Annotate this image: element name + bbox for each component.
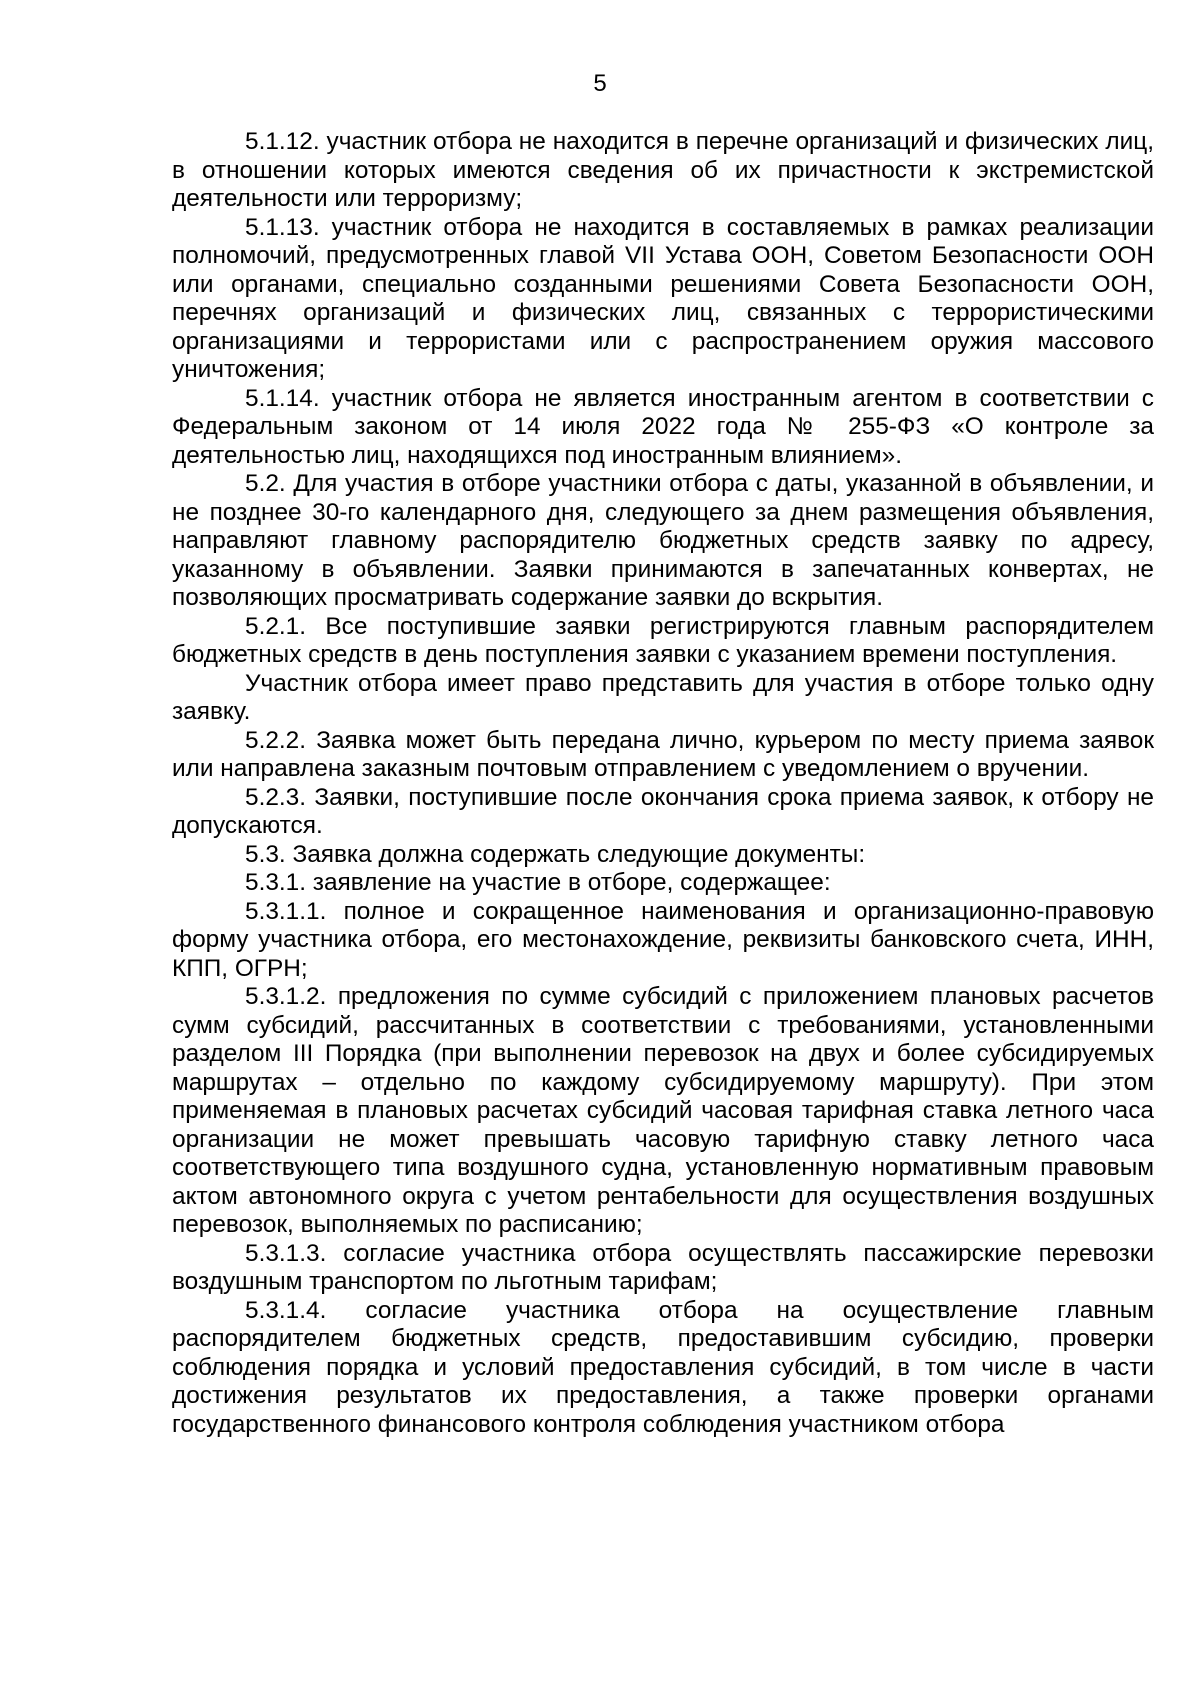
paragraph-5-1-14: 5.1.14. участник отбора не является иностранным агентом в соответствии с Федеральным законом от 14 июля 2022 года № 255-ФЗ «О контроле за деятельностью лиц, находящихся под иностранным влиянием». <box>172 384 1154 469</box>
paragraph-5-3-1: 5.3.1. заявление на участие в отборе, содержащее: <box>245 869 831 896</box>
paragraph-5-3-1-3: 5.3.1.3. согласие участника отбора осуществлять пассажирские перевозки воздушным транспортом по льготным тарифам; <box>172 1239 1154 1295</box>
paragraph-5-2-1-note: Участник отбора имеет право представить для участия в отборе только одну заявку. <box>172 669 1154 725</box>
paragraph-5-2: 5.2. Для участия в отборе участники отбора с даты, указанной в объявлении, и не позднее 30-го календарного дня, следующего за днем размещения объявления, направляют главному распорядителю бюджетных средств заявку по адресу, указанному в объявлении. Заявки принимаются в запечатанных конвертах, не позволяющих просматривать содержание заявки до вскрытия. <box>172 470 1154 611</box>
paragraph-5-3: 5.3. Заявка должна содержать следующие документы: <box>245 840 866 868</box>
document-body <box>172 128 1154 1439</box>
paragraph-5-1-13: 5.1.13. участник отбора не находится в составляемых в рамках реализации полномочий, предусмотренных главой VII Устава ООН, Советом Безопасности ООН или органами, специально созданными решениями Совета Безопасности ООН, перечнях организаций и физических лиц, связанных с террористическими организациями и террористами или с распространением оружия массового уничтожения; <box>172 213 1154 383</box>
paragraph-5-3-1-4: 5.3.1.4. согласие участника отбора на осуществление главным распорядителем бюджетных средств, предоставившим субсидию, проверки соблюдения порядка и условий предоставления субсидий, в том числе в части достижения результатов их предоставления, а также проверки органами государственного финансового контроля соблюдения участником отбора <box>172 1296 1154 1438</box>
paragraph-5-2-1: 5.2.1. Все поступившие заявки регистрируются главным распорядителем бюджетных средств в день поступления заявки с указанием времени поступления. <box>172 612 1154 668</box>
page-number: 5 <box>593 70 607 97</box>
paragraph-5-1-12: 5.1.12. участник отбора не находится в перечне организаций и физических лиц, в отношении которых имеются сведения об их причастности к экстремистской деятельности или терроризму; <box>172 128 1154 212</box>
paragraph-5-2-3: 5.2.3. Заявки, поступившие после окончания срока приема заявок, к отбору не допускаются. <box>172 783 1154 839</box>
paragraph-5-3-1-2: 5.3.1.2. предложения по сумме субсидий с приложением плановых расчетов сумм субсидий, рассчитанных в соответствии с требованиями, установленными разделом III Порядка (при выполнении перевозок на двух и более субсидируемых маршрутах – отдельно по каждому субсидируемому маршруту). При этом применяемая в плановых расчетах субсидий часовая тарифная ставка летного часа организации не может превышать часовую тарифную ставку летного часа соответствующего типа воздушного судна, установленную нормативным правовым актом автономного округа с учетом рентабельности для осуществления воздушных перевозок, выполняемых по расписанию; <box>172 983 1154 1238</box>
paragraph-5-3-1-1: 5.3.1.1. полное и сокращенное наименования и организационно-правовую форму участника отбора, его местонахождение, реквизиты банковского счета, ИНН, КПП, ОГРН; <box>172 897 1154 982</box>
paragraph-5-2-2: 5.2.2. Заявка может быть передана лично, курьером по месту приема заявок или направлена заказным почтовым отправлением с уведомлением о вручении. <box>172 726 1154 782</box>
